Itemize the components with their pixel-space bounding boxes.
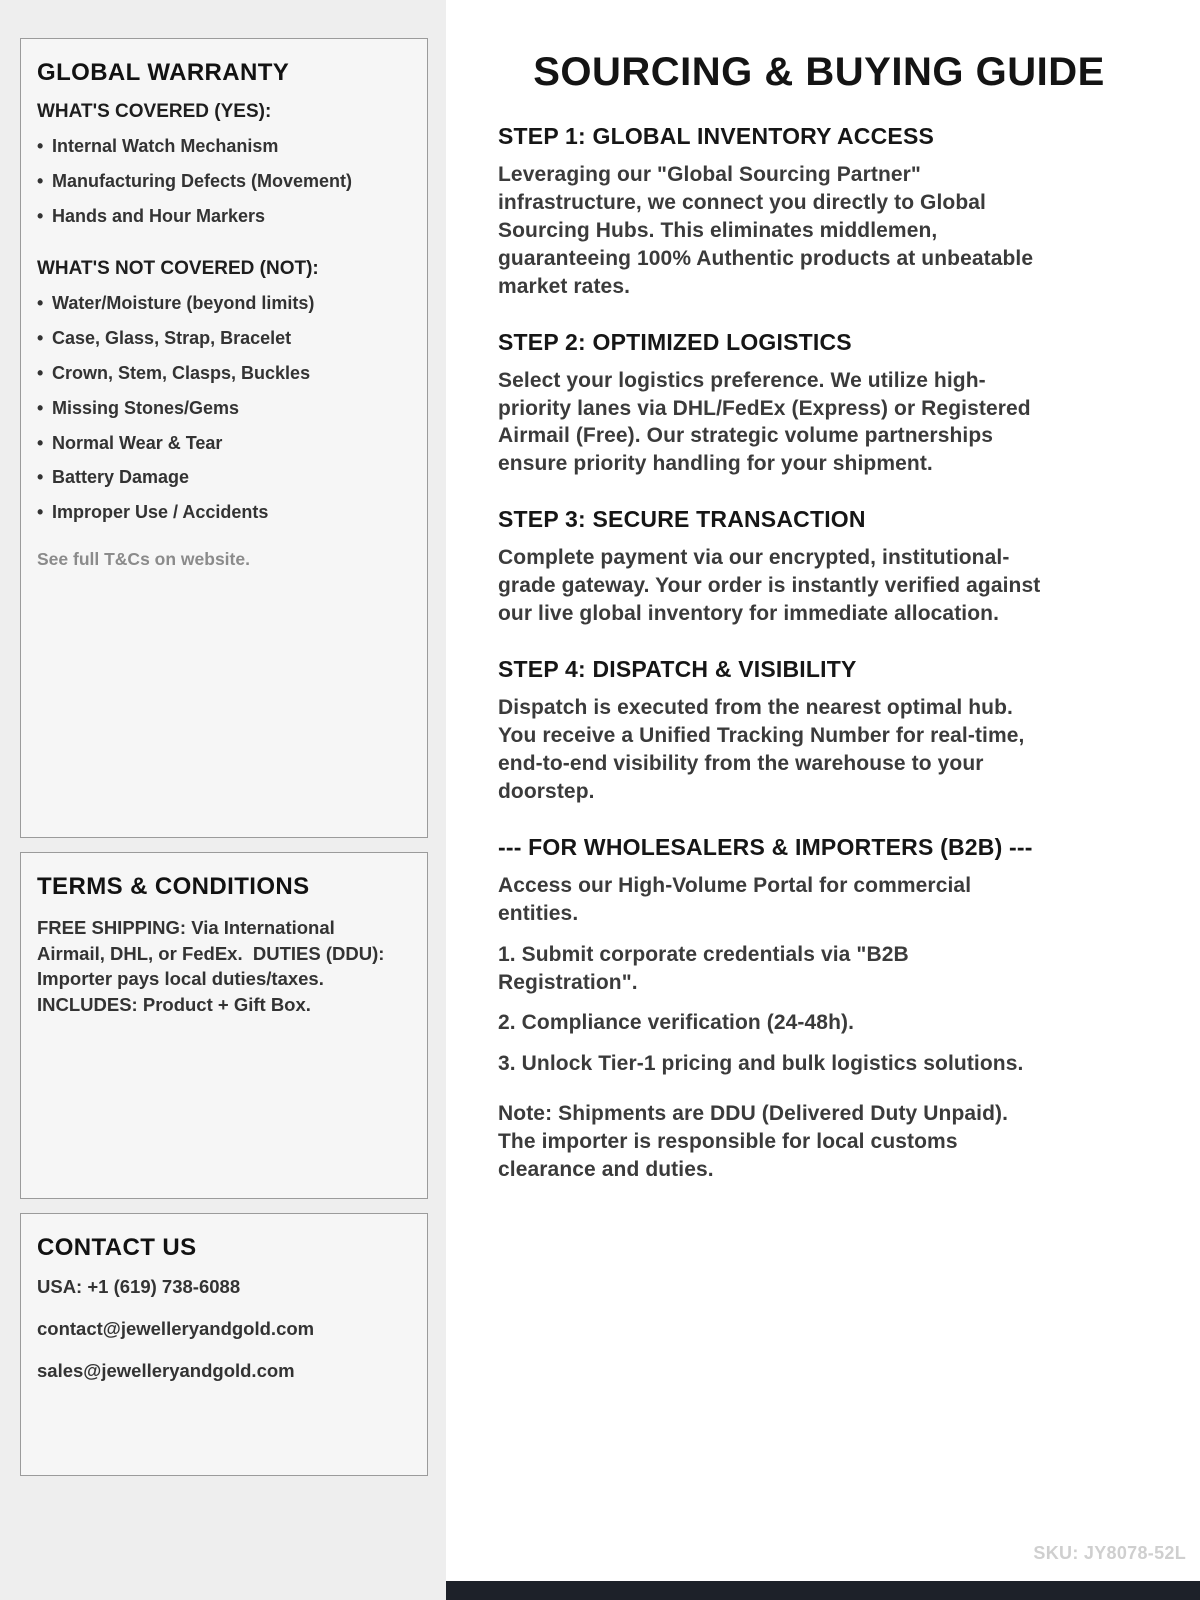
covered-list — [37, 137, 409, 226]
not-covered-item: • Normal Wear & Tear — [37, 434, 409, 454]
step-4-body: Dispatch is executed from the nearest optimal hub. You receive a Unified Tracking Number for real-time, end-to-end visibility from the warehouse to your doorstep. — [498, 696, 1025, 803]
warranty-footnote: See full T&Cs on website. — [37, 548, 250, 569]
step-4-section — [498, 656, 1140, 806]
b2b-note: Note: Shipments are DDU (Delivered Duty Unpaid). The importer is responsible for local customs clearance and duties. — [498, 1102, 1009, 1182]
terms-title: TERMS & CONDITIONS — [37, 873, 310, 900]
contact-email-sales: sales@jewelleryandgold.com — [37, 1360, 295, 1381]
not-covered-item: • Missing Stones/Gems — [37, 399, 409, 419]
warranty-box — [20, 38, 428, 838]
not-covered-item: • Crown, Stem, Clasps, Buckles — [37, 364, 409, 384]
sku-label: SKU: JY8078-52L — [1033, 1543, 1186, 1563]
footer-bar — [446, 1581, 1200, 1600]
sidebar — [0, 0, 446, 1600]
contact-box — [20, 1213, 428, 1476]
b2b-title: --- FOR WHOLESALERS & IMPORTERS (B2B) --- — [498, 833, 1033, 860]
covered-item: • Internal Watch Mechanism — [37, 137, 409, 157]
b2b-item: 1. Submit corporate credentials via "B2B Registration". — [498, 942, 909, 994]
not-covered-list — [37, 294, 409, 523]
contact-phone: USA: +1 (619) 738-6088 — [37, 1276, 241, 1297]
step-2-body: Select your logistics preference. We utilize high-priority lanes via DHL/FedEx (Express) or Registered Airmail (Free). Our strategic volume partnerships ensure priority handling for your shipment. — [498, 368, 1031, 476]
not-covered-item: • Battery Damage — [37, 468, 409, 488]
main-content — [446, 0, 1200, 1600]
covered-item: • Hands and Hour Markers — [37, 207, 409, 227]
not-covered-item: • Water/Moisture (beyond limits) — [37, 294, 409, 314]
b2b-item: 3. Unlock Tier-1 pricing and bulk logistics solutions. — [498, 1052, 1024, 1076]
contact-email-primary: contact@jewelleryandgold.com — [37, 1318, 315, 1339]
terms-box — [20, 852, 428, 1199]
step-3-body: Complete payment via our encrypted, institutional-grade gateway. Your order is instantly verified against our live global inventory for immediate allocation. — [498, 546, 1041, 626]
step-2-title: STEP 2: OPTIMIZED LOGISTICS — [498, 328, 852, 355]
b2b-item: 2. Compliance verification (24-48h). — [498, 1011, 855, 1035]
step-2-section — [498, 329, 1140, 479]
page-title: SOURCING & BUYING GUIDE — [533, 50, 1105, 94]
warranty-title: GLOBAL WARRANTY — [37, 59, 290, 86]
step-1-section — [498, 123, 1140, 301]
not-covered-title: WHAT'S NOT COVERED (NOT): — [37, 258, 319, 280]
covered-title: WHAT'S COVERED (YES): — [37, 101, 272, 122]
covered-item: • Manufacturing Defects (Movement) — [37, 172, 409, 192]
step-4-title: STEP 4: DISPATCH & VISIBILITY — [498, 656, 857, 683]
step-3-title: STEP 3: SECURE TRANSACTION — [498, 506, 866, 533]
b2b-intro: Access our High-Volume Portal for commercial entities. — [498, 873, 972, 925]
step-1-title: STEP 1: GLOBAL INVENTORY ACCESS — [498, 123, 935, 149]
step-1-body: Leveraging our "Global Sourcing Partner" infrastructure, we connect you directly to Global Sourcing Hubs. This eliminates middlemen, guaranteeing 100% Authentic products at unbeatable market rates. — [498, 163, 1034, 298]
b2b-section — [498, 834, 1140, 1184]
not-covered-item: • Improper Use / Accidents — [37, 503, 409, 523]
terms-body: FREE SHIPPING: Via International Airmail, DHL, or FedEx. DUTIES (DDU): Importer pays local duties/taxes. INCLUDES: Product + Gift Box. — [37, 917, 390, 1015]
step-3-section — [498, 506, 1140, 628]
not-covered-item: • Case, Glass, Strap, Bracelet — [37, 329, 409, 349]
contact-title: CONTACT US — [37, 1234, 197, 1261]
